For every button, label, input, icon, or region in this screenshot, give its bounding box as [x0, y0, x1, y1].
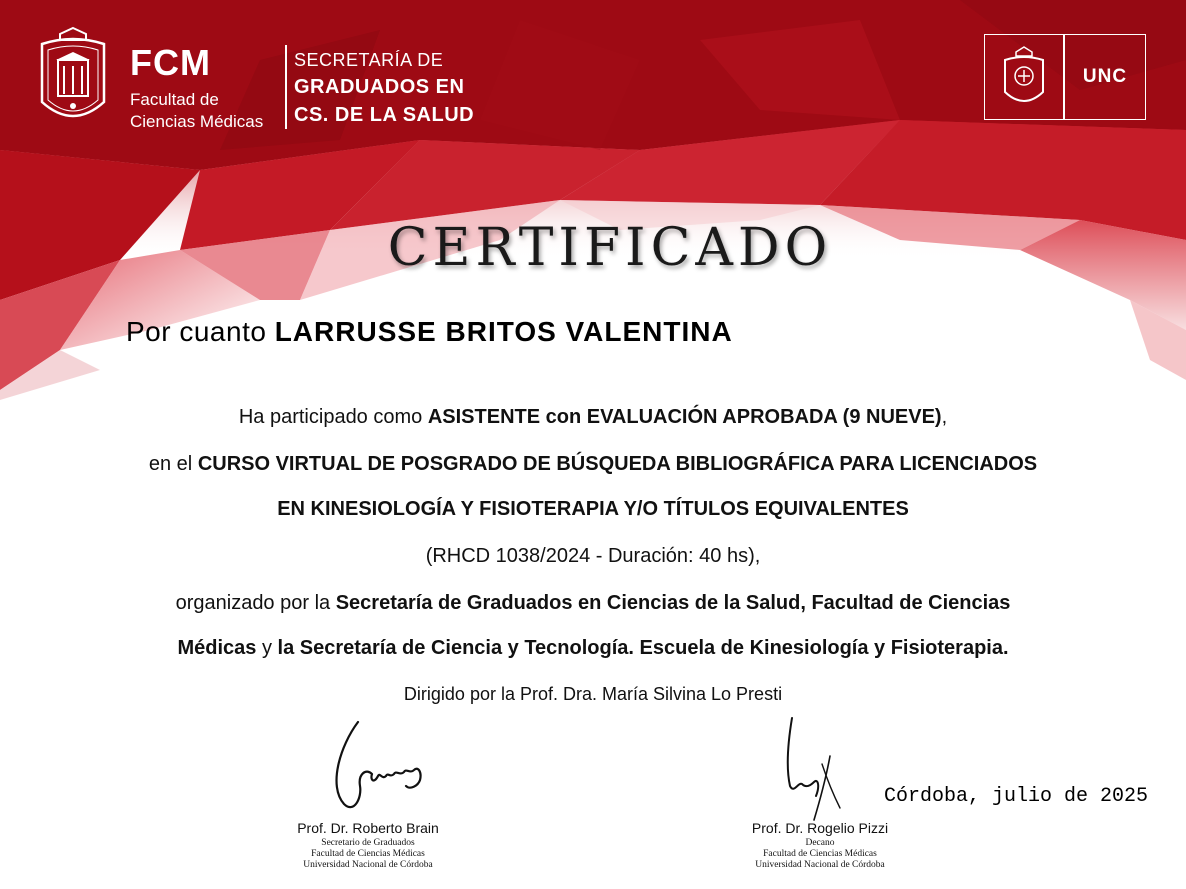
course-title-part1: CURSO VIRTUAL DE POSGRADO DE BÚSQUEDA BIBLIOGRÁFICA PARA LICENCIADOS — [197, 453, 1038, 475]
body-line-1 — [0, 406, 1186, 429]
unc-crest-icon — [1000, 44, 1048, 110]
signatory-2-university: Universidad Nacional de Córdoba — [755, 860, 885, 870]
fcm-name-line2: Ciencias Médicas — [130, 112, 264, 131]
organizer-part2: Médicas — [177, 637, 257, 659]
body-line-3 — [0, 498, 1186, 521]
place-and-date: Córdoba, julio de 2025 — [884, 785, 1149, 808]
body-line-5 — [0, 592, 1186, 615]
recipient-name: LARRUSSE BRITOS VALENTINA — [274, 316, 733, 347]
fcm-name-line1: Facultad de — [130, 90, 219, 109]
signatory-1-role: Secretario de Graduados — [321, 838, 415, 848]
course-title-part2: EN KINESIOLOGÍA Y FISIOTERAPIA Y/O TÍTULOS EQUIVALENTES — [277, 498, 909, 520]
signatory-2-role: Decano — [805, 838, 835, 848]
header-divider — [285, 45, 287, 129]
signature-1-image — [320, 716, 440, 816]
signatory-1-faculty: Facultad de Ciencias Médicas — [311, 849, 425, 859]
recipient-line — [126, 316, 733, 348]
unc-label: UNC — [1082, 66, 1128, 87]
certificate-title: CERTIFICADO — [387, 218, 833, 278]
secretaria-line3: CS. DE LA SALUD — [294, 104, 475, 126]
secretaria-line2: GRADUADOS EN — [294, 76, 465, 98]
body-line-2 — [0, 453, 1186, 476]
body-text: en el — [148, 453, 198, 475]
signatory-1-name: Prof. Dr. Roberto Brain — [297, 820, 439, 836]
body-text: organizado por la — [175, 592, 336, 614]
organizer-part1: Secretaría de Graduados en Ciencias de la Salud, Facultad de Ciencias — [335, 592, 1011, 614]
organizer-part3: la Secretaría de Ciencia y Tecnología. Escuela de Kinesiología y Fisioterapia. — [277, 637, 1009, 659]
signatory-2-name: Prof. Dr. Rogelio Pizzi — [751, 820, 889, 836]
body-text: y — [256, 637, 278, 659]
recipient-prefix: Por cuanto — [126, 316, 267, 347]
signatory-2-faculty: Facultad de Ciencias Médicas — [763, 849, 877, 859]
course-resolution-duration: (RHCD 1038/2024 - Duración: 40 hs), — [425, 545, 761, 567]
body-text: Ha participado como — [238, 406, 428, 428]
course-director: Dirigido por la Prof. Dra. María Silvina Lo Presti — [403, 684, 783, 704]
signature-2-image — [770, 712, 860, 824]
body-text: , — [941, 406, 948, 428]
fcm-acronym: FCM — [130, 42, 211, 83]
evaluation-status: ASISTENTE con EVALUACIÓN APROBADA (9 NUEVE) — [427, 406, 942, 428]
fcm-crest-logo — [34, 24, 112, 132]
body-line-6 — [0, 637, 1186, 660]
signatory-1-university: Universidad Nacional de Córdoba — [303, 860, 433, 870]
secretaria-line1: SECRETARÍA DE — [294, 50, 444, 70]
